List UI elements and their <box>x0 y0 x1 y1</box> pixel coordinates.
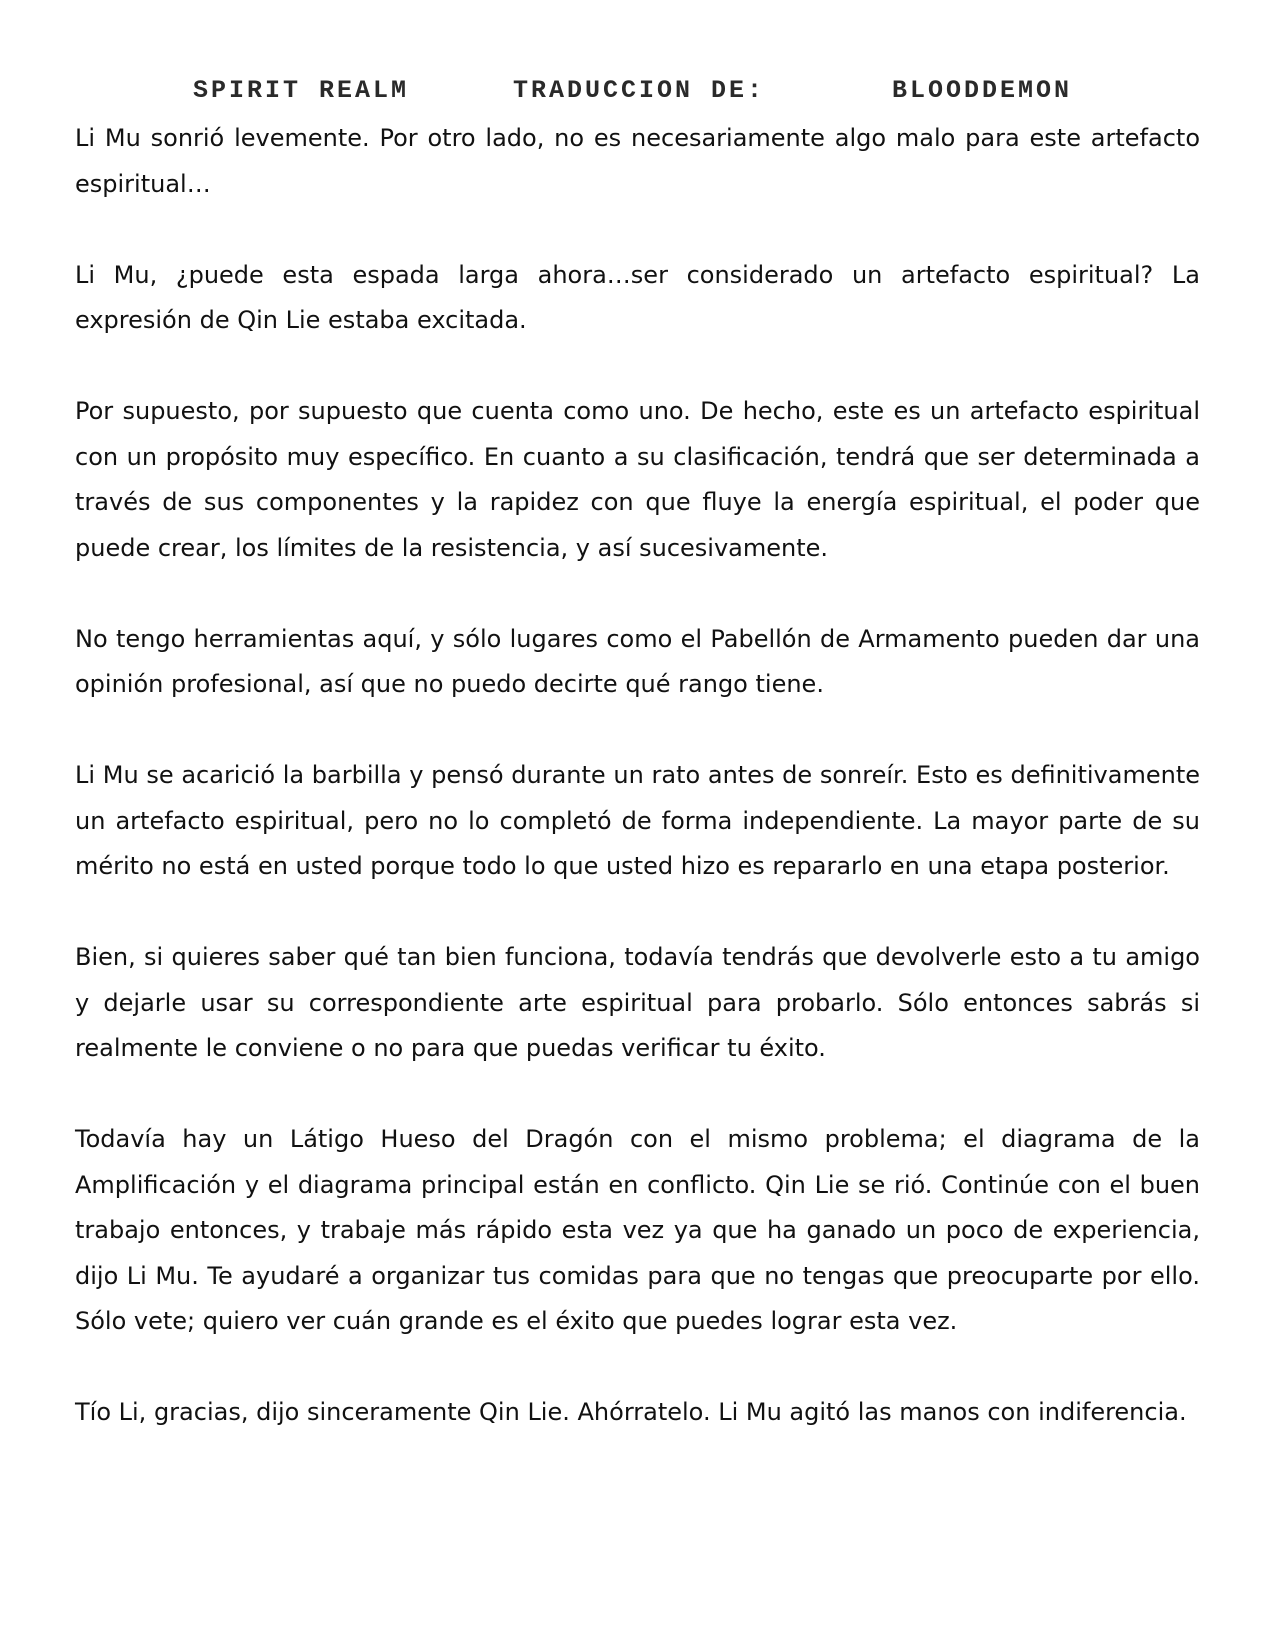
paragraph: Li Mu, ¿puede esta espada larga ahora…ser considerado un artefacto espiritual? La expresión de Qin Lie estaba excitada. <box>75 260 1200 334</box>
paragraph: Por supuesto, por supuesto que cuenta como uno. De hecho, este es un artefacto espiritual con un propósito muy específico. En cuanto a su clasificación, tendrá que ser determinada a través de sus componentes y la rapidez con que fluye la energía espiritual, el poder que puede crear, los límites de la resistencia, y así sucesivamente. <box>75 397 1200 562</box>
header-translator: BLOODDEMON <box>892 76 1073 105</box>
document-body <box>75 116 1200 1481</box>
page-header <box>0 68 1275 108</box>
paragraph: Bien, si quieres saber qué tan bien funciona, todavía tendrás que devolverle esto a tu amigo y dejarle usar su correspondiente arte espiritual para probarlo. Sólo entonces sabrás si realmente le conviene o no para que puedas verificar tu éxito. <box>75 943 1200 1062</box>
header-translation-label: TRADUCCION DE: <box>513 76 766 105</box>
paragraph: No tengo herramientas aquí, y sólo lugares como el Pabellón de Armamento pueden dar una opinión profesional, así que no puedo decirte qué rango tiene. <box>75 624 1200 698</box>
paragraph: Tío Li, gracias, dijo sinceramente Qin Lie. Ahórratelo. Li Mu agitó las manos con indiferencia. <box>75 1398 1187 1426</box>
paragraph: Li Mu se acarició la barbilla y pensó durante un rato antes de sonreír. Esto es definitivamente un artefacto espiritual, pero no lo completó de forma independiente. La mayor parte de su mérito no está en usted porque todo lo que usted hizo es repararlo en una etapa posterior. <box>75 761 1200 880</box>
header-title: SPIRIT REALM <box>193 76 410 105</box>
paragraph: Todavía hay un Látigo Hueso del Dragón con el mismo problema; el diagrama de la Amplificación y el diagrama principal están en conflicto. Qin Lie se rió. Continúe con el buen trabajo entonces, y trabaje más rápido esta vez ya que ha ganado un poco de experiencia, dijo Li Mu. Te ayudaré a organizar tus comidas para que no tengas que preocuparte por ello. Sólo vete; quiero ver cuán grande es el éxito que puedes lograr esta vez. <box>75 1125 1200 1335</box>
paragraph: Li Mu sonrió levemente. Por otro lado, no es necesariamente algo malo para este artefacto espiritual… <box>75 124 1200 198</box>
